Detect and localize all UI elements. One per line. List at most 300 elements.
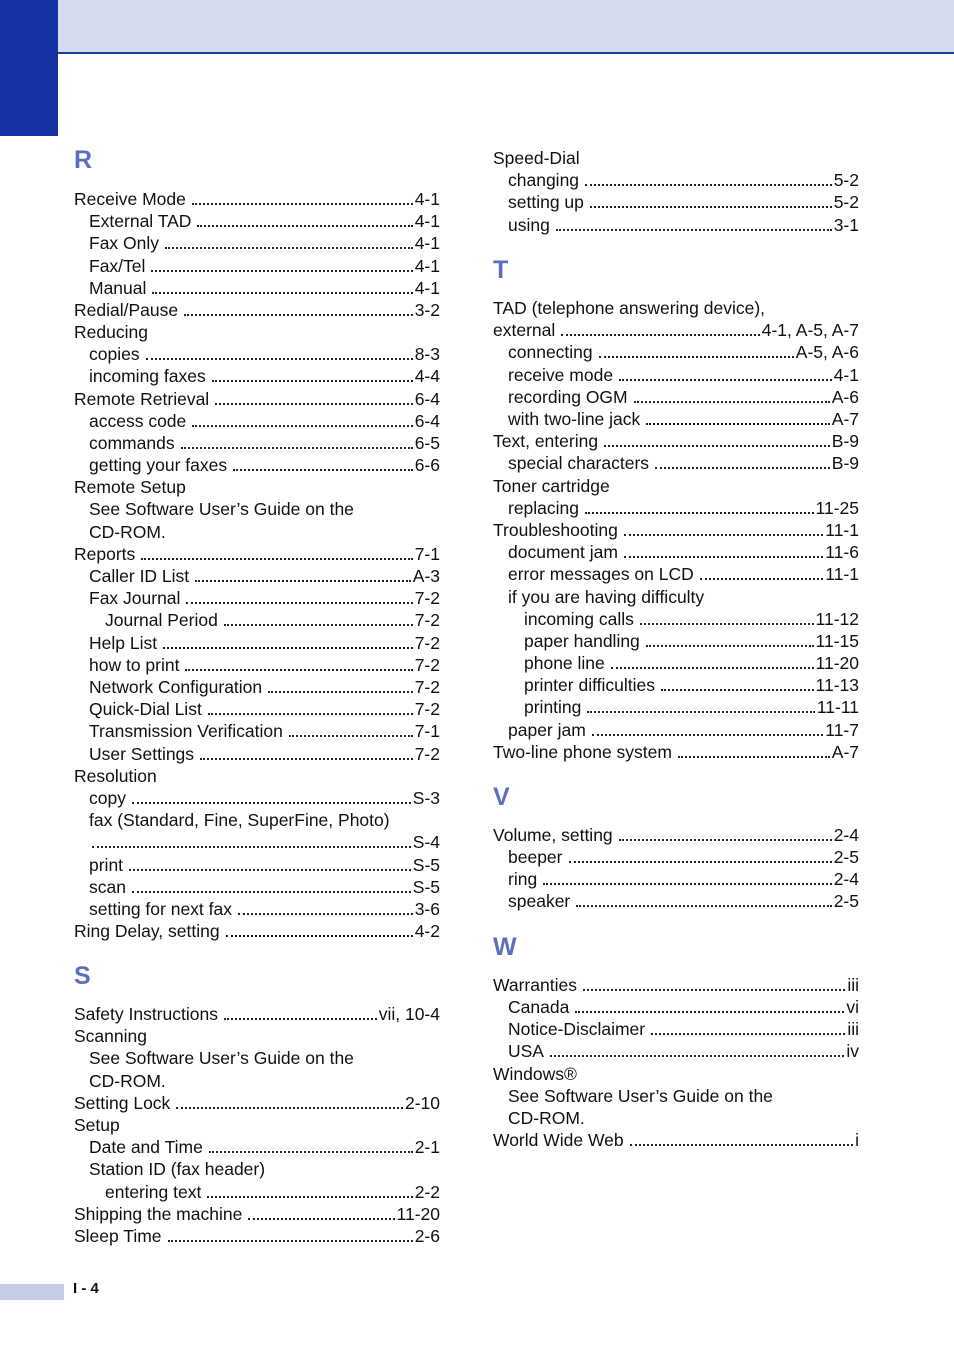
index-entry-term: access code	[89, 411, 187, 431]
index-entry	[508, 364, 859, 386]
index-entry-term: Remote Setup	[74, 477, 186, 497]
index-entry-term: External TAD	[89, 211, 192, 231]
index-entry-page: A-3	[412, 566, 440, 586]
index-entry-page: 11-1	[825, 564, 859, 584]
index-entry-term: Journal Period	[105, 610, 218, 630]
dot-leader	[168, 1240, 413, 1242]
index-entry	[89, 1047, 440, 1069]
index-entry	[89, 854, 440, 876]
index-entry	[89, 720, 440, 742]
index-entry-term: copies	[89, 344, 140, 364]
index-entry-page: 2-6	[414, 1226, 440, 1246]
index-entry	[493, 1129, 859, 1151]
index-entry-term: entering text	[105, 1182, 202, 1202]
index-entry-page: 11-13	[815, 675, 859, 695]
index-entry	[493, 147, 859, 169]
index-entry	[508, 868, 859, 890]
index-entry-term: printing	[524, 697, 582, 717]
index-entry-term: Date and Time	[89, 1137, 203, 1157]
dot-leader	[543, 883, 832, 885]
index-entry-term: Shipping the machine	[74, 1204, 243, 1224]
dot-leader	[208, 713, 413, 715]
index-entry	[74, 543, 440, 565]
index-entry-page: 6-4	[414, 411, 440, 431]
index-entry-page: 3-1	[833, 215, 859, 235]
footer-bar	[0, 1284, 64, 1300]
index-entry-term: if you are having difficulty	[508, 587, 705, 607]
index-entry-term: CD-ROM.	[89, 1071, 166, 1091]
dot-leader	[165, 247, 413, 249]
index-entry-term: Canada	[508, 997, 570, 1017]
dot-leader	[132, 891, 411, 893]
index-entry-page: iii	[847, 975, 859, 995]
index-entry-term: CD-ROM.	[89, 522, 166, 542]
index-entry-term: Receive Mode	[74, 189, 186, 209]
index-entry-term: Setup	[74, 1115, 120, 1135]
index-entry	[524, 630, 859, 652]
index-entry	[493, 319, 859, 341]
index-entry-term: Sleep Time	[74, 1226, 162, 1246]
index-entry-page: 4-4	[414, 366, 440, 386]
index-entry	[508, 497, 859, 519]
index-entry	[89, 255, 440, 277]
index-entry-page: 11-11	[816, 697, 859, 717]
index-entry-page: 11-20	[396, 1204, 440, 1224]
dot-leader	[599, 356, 794, 358]
index-entry-term: Station ID (fax header)	[89, 1159, 266, 1179]
index-entry-page: 7-2	[414, 744, 440, 764]
index-entry-term: Help List	[89, 633, 158, 653]
index-entry-term: commands	[89, 433, 175, 453]
index-entry	[508, 1085, 859, 1107]
dot-leader	[181, 447, 413, 449]
index-entry-term: Redial/Pause	[74, 300, 179, 320]
index-entry	[508, 541, 859, 563]
index-entry-term: Fax/Tel	[89, 256, 146, 276]
dot-leader	[92, 846, 411, 848]
index-entry-page: 4-1	[414, 189, 440, 209]
index-entry	[89, 876, 440, 898]
index-entry-term: Warranties	[493, 975, 577, 995]
index-entry	[74, 1203, 440, 1225]
dot-leader	[248, 1218, 394, 1220]
dot-leader	[141, 558, 412, 560]
dot-leader	[176, 1107, 403, 1109]
index-entry-page: A-5, A-6	[795, 342, 859, 362]
dot-leader	[561, 334, 759, 336]
index-entry-page: 7-2	[414, 677, 440, 697]
index-entry-term: CD-ROM.	[508, 1108, 585, 1128]
index-entry-term: Troubleshooting	[493, 520, 618, 540]
dot-leader	[184, 314, 413, 316]
index-entry	[508, 846, 859, 868]
index-entry	[89, 787, 440, 809]
dot-leader	[585, 184, 832, 186]
dot-leader	[661, 689, 814, 691]
dot-leader	[624, 556, 823, 558]
dot-leader	[215, 403, 413, 405]
index-entry-term: User Settings	[89, 744, 195, 764]
dot-leader	[192, 203, 413, 205]
dot-leader	[556, 229, 832, 231]
index-entry	[524, 696, 859, 718]
index-entry-term: beeper	[508, 847, 563, 867]
index-entry-term: Toner cartridge	[493, 476, 610, 496]
index-entry-page: 11-25	[815, 498, 859, 518]
index-entry	[508, 1018, 859, 1040]
index-entry-term: print	[89, 855, 124, 875]
index-entry-term: See Software User’s Guide on the	[508, 1086, 773, 1106]
index-entry	[508, 996, 859, 1018]
index-entry-term: Fax Journal	[89, 588, 181, 608]
index-entry-term: Setting Lock	[74, 1093, 171, 1113]
index-entry	[524, 674, 859, 696]
index-entry	[89, 632, 440, 654]
index-entry	[508, 408, 859, 430]
index-entry	[74, 1003, 440, 1025]
index-entry-term: Manual	[89, 278, 147, 298]
index-entry-term: Speed-Dial	[493, 148, 580, 168]
index-entry-page: 4-1	[414, 278, 440, 298]
dot-leader	[611, 667, 814, 669]
index-entry-page: 6-5	[414, 433, 440, 453]
index-entry-page: 2-4	[833, 869, 859, 889]
dot-leader	[224, 1018, 377, 1020]
index-entry	[508, 1107, 859, 1129]
index-entry-page: 4-1, A-5, A-7	[761, 320, 859, 340]
dot-leader	[233, 469, 413, 471]
dot-leader	[575, 1011, 844, 1013]
dot-leader	[655, 467, 830, 469]
index-entry	[74, 765, 440, 787]
dot-leader	[651, 1033, 845, 1035]
index-entry-page: 7-2	[414, 610, 440, 630]
index-entry	[105, 609, 440, 631]
index-entry-page: 11-15	[815, 631, 859, 651]
index-entry	[508, 386, 859, 408]
index-entry	[493, 824, 859, 846]
index-entry-page: 4-1	[414, 256, 440, 276]
index-entry-term: fax (Standard, Fine, SuperFine, Photo)	[89, 810, 390, 830]
index-entry-term: Scanning	[74, 1026, 147, 1046]
index-entry	[89, 654, 440, 676]
dot-leader	[619, 379, 832, 381]
index-entry-term: incoming faxes	[89, 366, 206, 386]
index-entry-term: paper jam	[508, 720, 586, 740]
index-entry-term: special characters	[508, 453, 650, 473]
index-entry-page: 6-4	[414, 389, 440, 409]
index-entry-page: 2-1	[414, 1137, 440, 1157]
index-entry	[493, 1063, 859, 1085]
index-entry	[493, 974, 859, 996]
index-entry	[508, 563, 859, 585]
index-entry-term: document jam	[508, 542, 618, 562]
index-entry	[74, 188, 440, 210]
index-entry-page: 11-7	[825, 720, 859, 740]
index-entry	[89, 898, 440, 920]
index-entry-page: 4-1	[414, 233, 440, 253]
dot-leader	[624, 534, 823, 536]
index-entry-term: Volume, setting	[493, 825, 613, 845]
dot-leader	[226, 935, 413, 937]
index-section-letter: S	[74, 962, 91, 990]
index-entry-term: ring	[508, 869, 538, 889]
index-entry-term: phone line	[524, 653, 605, 673]
index-entry	[89, 454, 440, 476]
index-entry-page: S-5	[412, 877, 440, 897]
index-entry-term: Network Configuration	[89, 677, 263, 697]
index-entry-page: 3-6	[414, 899, 440, 919]
dot-leader	[619, 839, 832, 841]
index-entry-page: 8-3	[414, 344, 440, 364]
index-entry-page: 4-2	[414, 921, 440, 941]
index-entry-page: B-9	[831, 453, 859, 473]
index-entry-page: iv	[846, 1041, 859, 1061]
index-entry-term: See Software User’s Guide on the	[89, 1048, 354, 1068]
index-entry-term: speaker	[508, 891, 571, 911]
index-entry	[524, 608, 859, 630]
index-entry-term: with two-line jack	[508, 409, 641, 429]
index-entry	[105, 1181, 440, 1203]
dot-leader	[569, 861, 832, 863]
dot-leader	[576, 905, 831, 907]
index-entry	[508, 341, 859, 363]
index-entry-term: Two-line phone system	[493, 742, 672, 762]
index-entry-page: 7-2	[414, 699, 440, 719]
index-entry-page: 7-1	[414, 544, 440, 564]
index-entry-page: 7-2	[414, 588, 440, 608]
dot-leader	[152, 292, 412, 294]
dot-leader	[583, 989, 845, 991]
index-entry	[89, 587, 440, 609]
index-entry-page: 7-1	[414, 721, 440, 741]
index-entry	[508, 586, 859, 608]
index-entry-page: A-6	[831, 387, 859, 407]
index-entry	[74, 1225, 440, 1247]
index-section-letter: V	[493, 783, 510, 811]
dot-leader	[192, 425, 412, 427]
dot-leader	[268, 691, 413, 693]
index-entry-page: i	[855, 1130, 859, 1150]
index-entry-term: connecting	[508, 342, 593, 362]
index-entry-term: Caller ID List	[89, 566, 190, 586]
index-entry-term: printer difficulties	[524, 675, 655, 695]
index-entry-term: recording OGM	[508, 387, 628, 407]
index-entry-page: 2-2	[414, 1182, 440, 1202]
index-entry-page: S-5	[412, 855, 440, 875]
index-entry-term: USA	[508, 1041, 544, 1061]
dot-leader	[224, 624, 413, 626]
index-entry-term: Quick-Dial List	[89, 699, 202, 719]
index-entry	[89, 232, 440, 254]
index-entry-page: vii, 10-4	[378, 1004, 440, 1024]
index-entry-term: copy	[89, 788, 126, 808]
dot-leader	[585, 512, 814, 514]
index-entry	[89, 521, 440, 543]
index-entry	[89, 343, 440, 365]
index-entry-term: Text, entering	[493, 431, 599, 451]
index-entry-term: how to print	[89, 655, 180, 675]
dot-leader	[238, 913, 413, 915]
index-entry	[493, 741, 859, 763]
index-entry	[89, 277, 440, 299]
index-entry-term: receive mode	[508, 365, 614, 385]
dot-leader	[151, 270, 412, 272]
index-entry	[89, 498, 440, 520]
index-entry	[493, 297, 859, 319]
index-entry-term: Windows®	[493, 1064, 577, 1084]
index-entry-term: Reducing	[74, 322, 148, 342]
index-entry	[508, 452, 859, 474]
index-entry-term: setting up	[508, 192, 584, 212]
index-entry	[74, 476, 440, 498]
dot-leader	[146, 358, 413, 360]
index-entry-term: scan	[89, 877, 126, 897]
index-entry-page: 2-4	[833, 825, 859, 845]
index-entry	[74, 1114, 440, 1136]
index-entry-page: A-7	[831, 742, 859, 762]
index-entry	[493, 519, 859, 541]
index-entry-term: external	[493, 320, 556, 340]
dot-leader	[185, 669, 412, 671]
index-entry-term: Transmission Verification	[89, 721, 283, 741]
dot-leader	[209, 1151, 413, 1153]
index-entry-page: 4-1	[414, 211, 440, 231]
index-entry-page: A-7	[831, 409, 859, 429]
index-entry	[89, 565, 440, 587]
index-entry-page: S-4	[412, 832, 440, 852]
index-entry	[508, 191, 859, 213]
index-entry	[524, 652, 859, 674]
index-entry	[89, 743, 440, 765]
index-entry	[89, 809, 440, 831]
index-entry-term: Ring Delay, setting	[74, 921, 220, 941]
index-entry-term: incoming calls	[524, 609, 634, 629]
dot-leader	[129, 869, 411, 871]
index-entry-term: Safety Instructions	[74, 1004, 218, 1024]
index-entry-term: TAD (telephone answering device),	[493, 298, 766, 318]
index-entry-page: 11-1	[825, 520, 859, 540]
dot-leader	[289, 735, 413, 737]
index-entry	[89, 210, 440, 232]
index-entry-page: 11-12	[815, 609, 859, 629]
header-band	[0, 0, 954, 54]
dot-leader	[195, 580, 411, 582]
dot-leader	[678, 756, 830, 758]
index-entry-term: Notice-Disclaimer	[508, 1019, 646, 1039]
index-entry	[89, 676, 440, 698]
page-number: I - 4	[73, 1280, 99, 1297]
index-section-letter: W	[493, 933, 517, 961]
index-entry-term: Remote Retrieval	[74, 389, 210, 409]
dot-leader	[592, 734, 823, 736]
index-entry-page: S-3	[412, 788, 440, 808]
index-entry	[89, 1158, 440, 1180]
index-entry-term: World Wide Web	[493, 1130, 624, 1150]
dot-leader	[604, 445, 830, 447]
dot-leader	[132, 802, 411, 804]
index-entry-page: iii	[847, 1019, 859, 1039]
index-entry-term: Fax Only	[89, 233, 160, 253]
dot-leader	[587, 711, 814, 713]
index-entry-term: getting your faxes	[89, 455, 228, 475]
index-entry	[89, 831, 440, 853]
index-entry-term: Reports	[74, 544, 136, 564]
index-entry-page: 2-10	[404, 1093, 440, 1113]
index-entry-page: 11-6	[825, 542, 859, 562]
index-entry	[508, 719, 859, 741]
dot-leader	[634, 401, 830, 403]
index-entry	[89, 1070, 440, 1092]
index-entry-page: 5-2	[833, 170, 859, 190]
dot-leader	[163, 647, 413, 649]
index-entry-term: See Software User’s Guide on the	[89, 499, 354, 519]
dot-leader	[700, 578, 823, 580]
index-entry-term: replacing	[508, 498, 580, 518]
index-entry-page: 5-2	[833, 192, 859, 212]
index-entry	[89, 410, 440, 432]
index-entry	[493, 430, 859, 452]
index-entry-term: using	[508, 215, 550, 235]
index-entry	[74, 299, 440, 321]
index-entry	[89, 432, 440, 454]
dot-leader	[550, 1055, 844, 1057]
dot-leader	[646, 423, 829, 425]
index-entry	[508, 1040, 859, 1062]
index-entry-term: error messages on LCD	[508, 564, 694, 584]
index-entry-page: 7-2	[414, 655, 440, 675]
dot-leader	[646, 645, 814, 647]
index-entry	[89, 698, 440, 720]
index-entry-term: Resolution	[74, 766, 157, 786]
index-entry-page: vi	[846, 997, 859, 1017]
index-entry	[89, 365, 440, 387]
dot-leader	[197, 225, 412, 227]
index-entry-page: 6-6	[414, 455, 440, 475]
index-entry-page: B-9	[831, 431, 859, 451]
index-entry	[508, 214, 859, 236]
index-entry-page: 3-2	[414, 300, 440, 320]
index-entry	[74, 1025, 440, 1047]
index-entry	[493, 475, 859, 497]
index-section-letter: R	[74, 146, 93, 174]
index-entry	[74, 321, 440, 343]
index-entry-page: 2-5	[833, 891, 859, 911]
dot-leader	[200, 758, 413, 760]
index-entry-term: changing	[508, 170, 580, 190]
dot-leader	[212, 380, 413, 382]
dot-leader	[207, 1196, 412, 1198]
index-entry-page: 7-2	[414, 633, 440, 653]
index-section-letter: T	[493, 256, 509, 284]
index-entry	[74, 1092, 440, 1114]
chapter-tab	[0, 0, 58, 136]
index-entry-page: 11-20	[815, 653, 859, 673]
dot-leader	[640, 623, 814, 625]
index-entry-term: paper handling	[524, 631, 640, 651]
index-entry-term: setting for next fax	[89, 899, 232, 919]
index-entry	[74, 388, 440, 410]
index-entry	[508, 169, 859, 191]
index-entry	[74, 920, 440, 942]
index-entry	[508, 890, 859, 912]
dot-leader	[186, 602, 412, 604]
index-entry	[89, 1136, 440, 1158]
dot-leader	[590, 206, 832, 208]
dot-leader	[630, 1144, 853, 1146]
index-entry-page: 2-5	[833, 847, 859, 867]
index-entry-page: 4-1	[833, 365, 859, 385]
